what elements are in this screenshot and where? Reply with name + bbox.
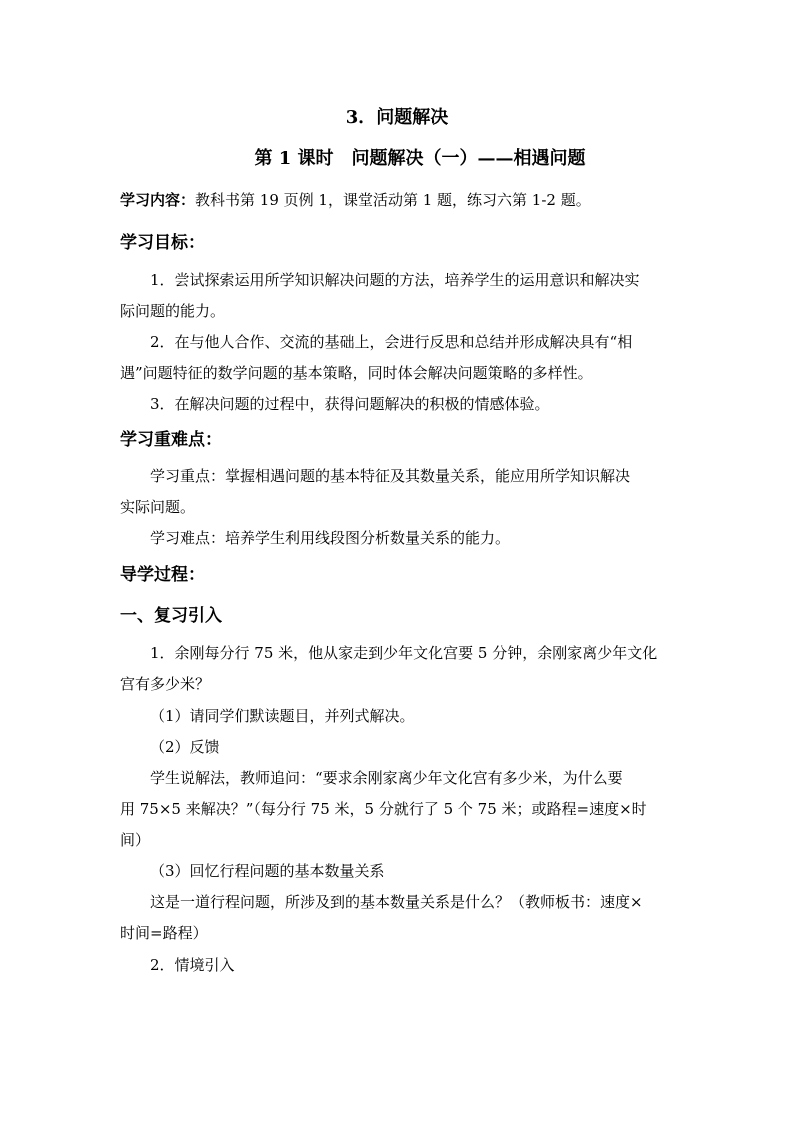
question-1-line-1: 1．余刚每分行 75 米，他从家走到少年文化宫要 5 分钟，余刚家离少年文化 bbox=[150, 644, 658, 662]
step-2: （2）反馈 bbox=[150, 738, 220, 756]
feedback-line-3: 间） bbox=[120, 831, 151, 849]
process-heading: 导学过程： bbox=[120, 565, 205, 585]
key-point-line-1: 学习重点：掌握相遇问题的基本特征及其数量关系，能应用所学知识解决 bbox=[150, 467, 631, 485]
recall-line-1: 这是一道行程问题，所涉及到的基本数量关系是什么？（教师板书：速度× bbox=[150, 893, 643, 911]
key-points-heading: 学习重难点： bbox=[120, 430, 222, 450]
content-text: 教科书第 19 页例 1，课堂活动第 1 题，练习六第 1-2 题。 bbox=[195, 191, 591, 209]
goals-heading: 学习目标： bbox=[120, 233, 205, 253]
goal-3: 3．在解决问题的过程中，获得问题解决的积极的情感体验。 bbox=[150, 395, 550, 413]
feedback-line-2: 用 75×5 来解决？”（每分行 75 米，5 分就行了 5 个 75 米；或路程=速度×时 bbox=[120, 800, 647, 818]
goal-2-line-1: 2．在与他人合作、交流的基础上，会进行反思和总结并形成解决具有“相 bbox=[150, 333, 633, 351]
section-1-heading: 一、复习引入 bbox=[120, 606, 222, 626]
goal-1-line-1: 1．尝试探索运用所学知识解决问题的方法，培养学生的运用意识和解决实 bbox=[150, 271, 640, 289]
question-1-line-2: 宫有多少米？ bbox=[120, 675, 211, 693]
content-label: 学习内容： bbox=[120, 191, 196, 209]
content-line bbox=[120, 190, 591, 210]
feedback-line-1: 学生说解法，教师追问：“要求余刚家离少年文化宫有多少米，为什么要 bbox=[150, 769, 623, 787]
goal-1-line-2: 际问题的能力。 bbox=[120, 302, 226, 320]
key-point-line-2: 实际问题。 bbox=[120, 498, 196, 516]
goal-2-line-2: 遇”问题特征的数学问题的基本策略，同时体会解决问题策略的多样性。 bbox=[120, 364, 593, 382]
step-3: （3）回忆行程问题的基本数量关系 bbox=[150, 862, 385, 880]
question-2: 2．情境引入 bbox=[150, 956, 235, 974]
difficult-point: 学习难点：培养学生利用线段图分析数量关系的能力。 bbox=[150, 529, 511, 547]
recall-line-2: 时间=路程） bbox=[120, 924, 208, 942]
step-1: （1）请同学们默读题目，并列式解决。 bbox=[150, 707, 415, 725]
document-title: 3．问题解决 bbox=[345, 107, 449, 128]
lesson-subtitle: 第 1 课时 问题解决（一）——相遇问题 bbox=[254, 148, 586, 169]
